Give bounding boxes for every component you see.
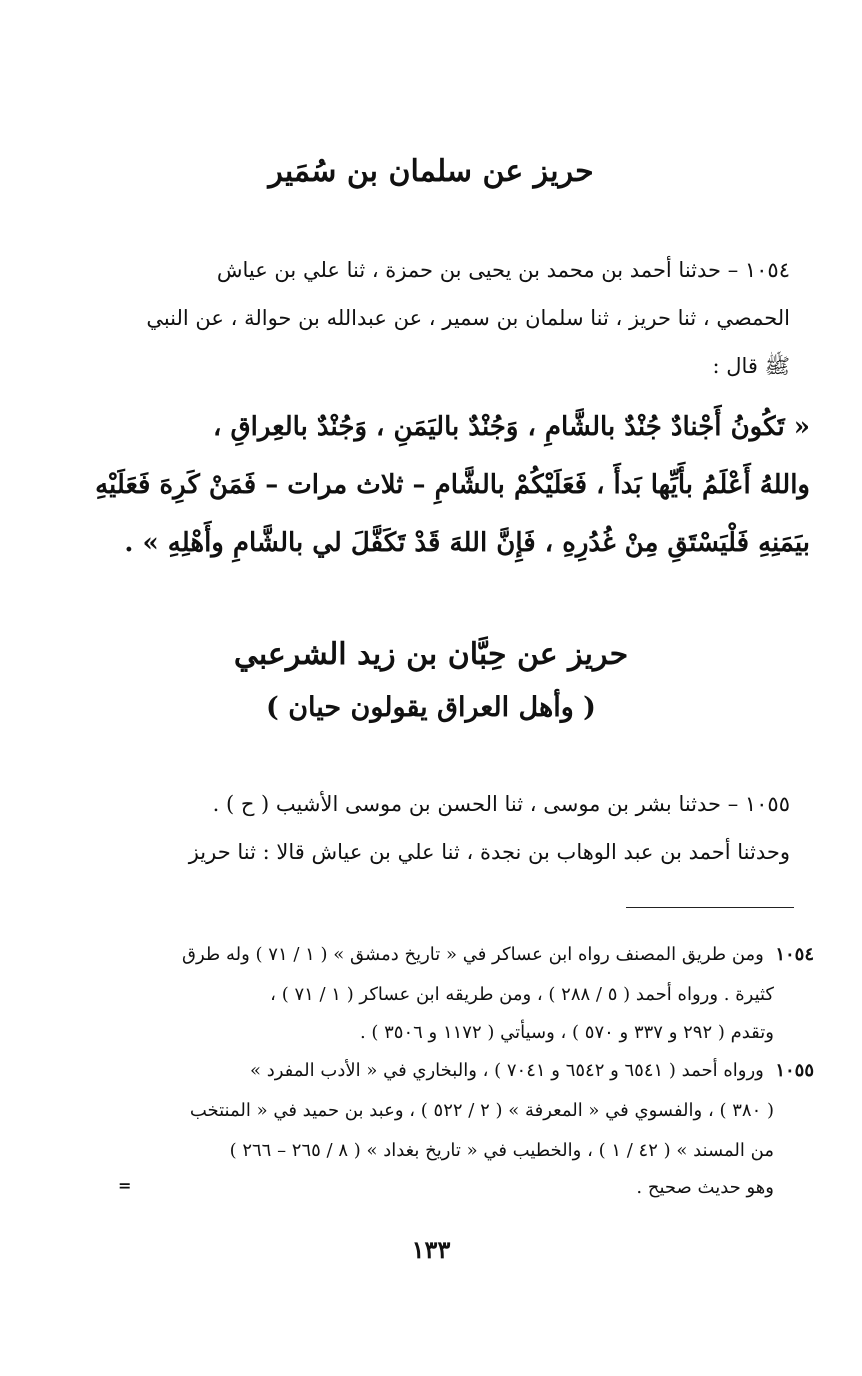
footnote-1055-line-1 [104,1055,814,1087]
hadith-1054-matn-line-2: واللهُ أَعْلَمُ بأَيِّها بَدأَ ، فَعَلَيْكُمْ بالشَّامِ – ثلاث مرات – فَمَنْ كَرِهَ فَعَلَيْهِ [95,470,810,500]
section-subtitle-hibban: ( وأهل العراق يقولون حيان ) [266,692,596,723]
footnote-1054-line-3: وتقدم ( ٢٩٢ و ٣٣٧ و ٥٧٠ ) ، وسيأتي ( ١١٧٢ و ٣٥٠٦ ) . [359,1022,774,1043]
hadith-1054-text-line-1: ١٠٥٤ – حدثنا أحمد بن محمد بن يحيى بن حمزة ، ثنا علي بن عياش [216,258,790,282]
footnote-1055-line-3: من المسند » ( ٤٢ / ١ ) ، والخطيب في « تاريخ بغداد » ( ٨ / ٢٦٥ – ٢٦٦ ) [229,1140,774,1161]
section-title-salman: حريز عن سلمان بن سُمَير [268,154,594,189]
continuation-mark: = [118,1176,132,1195]
footnote-1054-line-2: كثيرة . ورواه أحمد ( ٥ / ٢٨٨ ) ، ومن طريقه ابن عساكر ( ١ / ٧١ ) ، [270,984,774,1005]
footnote-number: ١٠٥٥ [775,1060,814,1081]
footnote-separator [626,907,794,908]
footnote-text: ومن طريق المصنف رواه ابن عساكر في « تاريخ دمشق » ( ١ / ٧١ ) وله طرق [182,944,764,965]
hadith-1055-text-line-2: وحدثنا أحمد بن عبد الوهاب بن نجدة ، ثنا علي بن عياش قالا : ثنا حريز [188,840,790,864]
footnote-1055-line-4: وهو حديث صحيح . [636,1177,774,1198]
hadith-1054-text-line-3: ﷺ قال : [712,354,790,378]
footnote-text: ورواه أحمد ( ٦٥٤١ و ٦٥٤٢ و ٧٠٤١ ) ، والبخاري في « الأدب المفرد » [249,1060,764,1081]
page-number: ١٣٣ [411,1235,451,1264]
footnote-1054-line-1 [104,939,814,971]
footnote-1055-line-2: ( ٣٨٠ ) ، والفسوي في « المعرفة » ( ٢ / ٥٢٢ ) ، وعبد بن حميد في « المنتخب [189,1100,774,1121]
hadith-1054-text-line-2: الحمصي ، ثنا حريز ، ثنا سلمان بن سمير ، عن عبدالله بن حوالة ، عن النبي [146,306,790,330]
hadith-1054-matn-line-3: بيَمَنِهِ فَلْيَسْتَقِ مِنْ غُدُرِهِ ، فَإِنَّ اللهَ قَدْ تَكَفَّلَ لي بالشَّامِ وأَهْلِهِ » . [124,528,810,558]
footnote-number: ١٠٥٤ [775,944,814,965]
section-title-hibban: حريز عن حِبَّان بن زيد الشرعبي [233,637,629,672]
hadith-1055-text-line-1: ١٠٥٥ – حدثنا بشر بن موسى ، ثنا الحسن بن موسى الأشيب ( ح ) . [212,792,790,816]
hadith-1054-matn-line-1: « تَكُونُ أَجْنادٌ جُنْدٌ بالشَّامِ ، وَجُنْدٌ باليَمَنِ ، وَجُنْدٌ بالعِراقِ ، [213,412,810,442]
